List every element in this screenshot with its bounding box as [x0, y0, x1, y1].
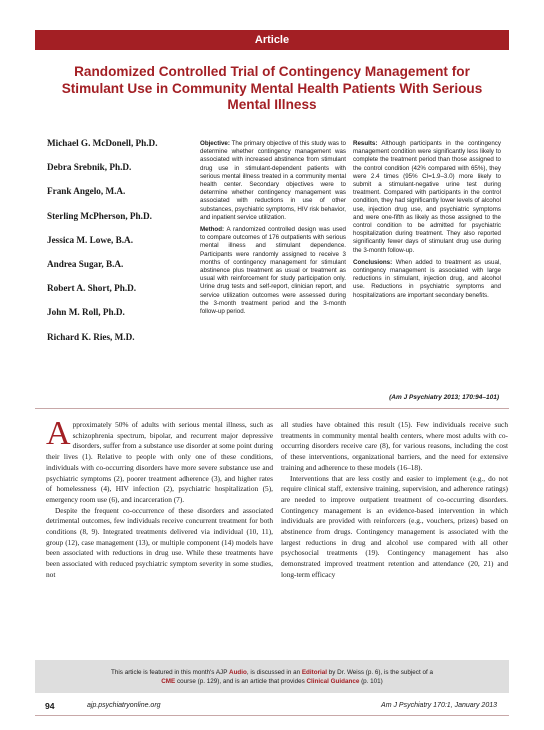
abstract-results [353, 140, 501, 255]
conclusions-text: When added to treatment as usual, contingency management is associated with large reductions in stimulant, injection drug, and alcohol use. Reductions in psychiatric symptoms and hospitalizations are important secondary benefits. [353, 258, 501, 299]
editorial-link[interactable]: Editorial [301, 668, 328, 676]
author-name: Sterling McPherson, Ph.D. [47, 210, 152, 221]
abstract-conclusions [353, 259, 501, 300]
body-right-column [281, 420, 508, 581]
note-text: course (p. 129), and is an article that provides [175, 677, 307, 685]
abstract-right-column [353, 140, 501, 304]
author-name: Frank Angelo, M.A. [47, 186, 126, 197]
author-name: Richard K. Ries, M.D. [47, 331, 135, 342]
note-text: (p. 101) [359, 677, 383, 685]
author-name: Michael G. McDonell, Ph.D. [47, 138, 158, 148]
author-name: Debra Srebnik, Ph.D. [47, 162, 132, 173]
method-label: Method: [200, 226, 225, 234]
method-text: A randomized controlled design was used to compare outcomes of 176 outpatients with serious mental illness and stimulant dependence. Participants were randomly assigned to receive 3 months of contingency management for stimulant abstinence plus treatment as usual or treatment as usual with reinforcement for study participation only. Urine drug tests and self-report, clinician report, and service utilization outcomes were assessed during the 3-month treatment period and the 3-month follow-up period. [200, 226, 346, 316]
conclusions-label: Conclusions: [353, 258, 393, 266]
author-name: Jessica M. Lowe, B.A. [47, 234, 133, 245]
note-text: , is discussed in an [246, 668, 302, 676]
article-title: Randomized Controlled Trial of Contingency Management for Stimulant Use in Community Mental Health Patients With Serious Mental Illness [61, 64, 483, 112]
body-paragraph: Interventions that are less costly and easier to implement (e.g., do not require clinical staff, extensive training, supervision, and adherence ratings) are needed to improve outpatient treatment of co-occurring disorders. Contingency management is an evidence-based intervention in which individuals are provided with reinforcers (e.g., vouchers, prizes) based on abstinence from drugs. Contingency management is associated with the largest reductions in drug and alcohol use compared with all other psychosocial treatments (19). Contingency management has also demonstrated improved treatment retention and attendance (20, 21) and long-term efficacy [281, 473, 508, 579]
body-left-column [46, 415, 273, 581]
body-paragraph [46, 415, 273, 506]
journal-citation: (Am J Psychiatry 2013; 170:94–101) [389, 394, 499, 401]
body-paragraph: Despite the frequent co-occurrence of these disorders and associated detrimental outcomes, few individuals receive concurrent treatment for both conditions (8, 9). Integrated treatments delivered via individual (10, 11), group (12), case management (13), or multiple component (14) models have been associated with reductions in drug use. While these treatments have been associated with reduced psychiatric symptom severity in some studies, not [46, 505, 273, 579]
author-name: Andrea Sugar, B.A. [47, 258, 124, 269]
note-text: by Dr. Weiss (p. 6), is the subject of a [327, 668, 433, 676]
abstract-method [200, 226, 346, 316]
audio-link[interactable]: Audio [229, 668, 247, 676]
section-label: Article [254, 34, 290, 46]
body-paragraph: all studies have obtained this result (15). Few individuals receive such treatments in community mental health centers, where most adults with co-occurring disorders receive care (8), for various reasons, including the cost of these interventions, organizational barriers, and the need for extensive training and adherence to these models (16–18). [281, 420, 508, 472]
drop-cap: A [46, 415, 71, 452]
objective-label: Objective: [200, 140, 230, 147]
clinical-guidance-link[interactable]: Clinical Guidance [306, 677, 360, 685]
cme-link[interactable]: CME [161, 677, 176, 685]
section-divider [35, 408, 509, 409]
note-line-2 [35, 677, 509, 686]
results-label: Results: [353, 140, 378, 147]
note-line-1 [35, 668, 509, 677]
results-text: Although participants in the contingency management condition were significantly less likely to complete the treatment period than those assigned to the control condition (42% compared with 65%), they were 2.4 times (95% CI=1.9–3.0) more likely to submit a stimulant-negative urine test during treatment. Compared with participants in the control condition, they had significantly lower levels of alcohol use, injection drug use, and psychiatric symptoms and were one-fifth as likely as those assigned to the control condition to be admitted for psychiatric hospitalization during treatment. They also reported significantly fewer days of stimulant drug use during the 3-month follow-up. [353, 140, 501, 254]
paragraph-text: pproximately 50% of adults with serious mental illness, such as schizophrenia spectrum, bipolar, and recurrent major depressive disorders, suffer from a substance use disorder at some point during their lives (1). Relative to people with only one of these conditions, individuals with co-occurring disorders have more severe substance use and psychiatric symptoms (2), poorer treatment adherence (3), and higher rates of homelessness (4), HIV infection (2), psychiatric hospitalization (5), emergency room use (6), and incarceration (7). [46, 420, 273, 504]
footer-divider [35, 715, 509, 716]
abstract-objective [200, 140, 346, 222]
article-section-banner [35, 30, 509, 50]
feature-note-box [35, 660, 509, 693]
author-list [47, 138, 197, 356]
journal-website: ajp.psychiatryonline.org [87, 702, 161, 709]
page-number: 94 [45, 701, 55, 711]
journal-issue: Am J Psychiatry 170:1, January 2013 [381, 702, 497, 709]
page-footer [35, 700, 509, 712]
objective-text: The primary objective of this study was to determine whether contingency management was associated with increased abstinence from stimulant drug use in stimulant-dependent patients with serious mental illness treated in a community mental health center. Secondary objectives were to determine whether contingency management was associated with reductions in use of other substances, psychiatric symptoms, HIV risk behavior, and inpatient service utilization. [200, 140, 347, 221]
author-name: Robert A. Short, Ph.D. [47, 283, 137, 294]
note-text: This article is featured in this month's AJP [111, 668, 230, 676]
abstract-left-column [200, 140, 346, 320]
author-name: John M. Roll, Ph.D. [47, 307, 125, 318]
